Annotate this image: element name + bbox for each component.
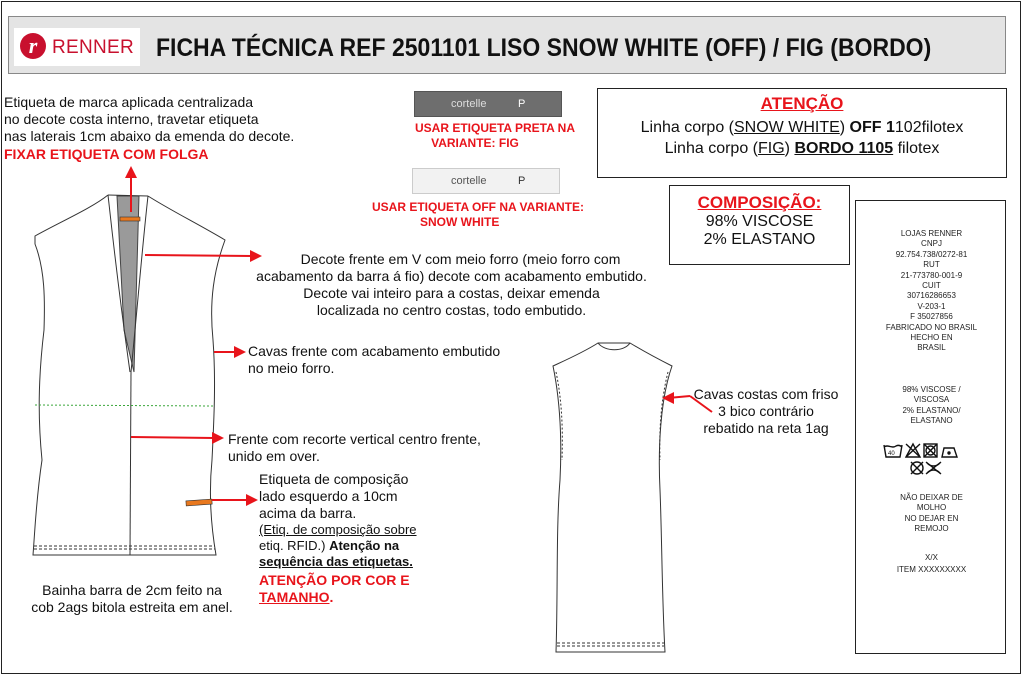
size-label-size: P: [518, 98, 526, 110]
off-label-instruction: USAR ETIQUETA OFF NA VARIANTE: SNOW WHITE: [372, 200, 584, 229]
care-label-item: ITEM XXXXXXXXX: [896, 565, 967, 574]
renner-logo-text: RENNER: [52, 37, 135, 58]
care-label-size: X/X: [925, 553, 938, 562]
attention-title: ATENÇÃO: [760, 94, 844, 113]
front-seam-note: Frente com recorte vertical centro frente, unido em over.: [228, 431, 481, 464]
color-size-warning: ATENÇÃO POR COR E: [259, 572, 410, 588]
care-label-warning: NÃO DEIXAR DE MOLHO NO DEJAR EN REMOJO: [900, 493, 963, 534]
attention-line-1: Linha corpo (SNOW WHITE) OFF 1102filotex: [640, 119, 964, 136]
composition-box: [669, 185, 850, 265]
attention-line-2: Linha corpo (FIG) BORDO 1105 filotex: [664, 140, 940, 157]
no-dry-clean-icon: [911, 462, 923, 474]
neckline-note: Decote frente em V com meio forro (meio forro com acabamento da barra á fio) decote com acabamento embutido. Decote vai inteiro para a costas, deixar emenda localizada no centro costas, todo embutido.: [256, 251, 647, 318]
no-wring-icon: [926, 462, 941, 474]
off-size-label: [412, 168, 560, 194]
armhole-front-note: Cavas frente com acabamento embutido no meio forro.: [248, 343, 501, 376]
composition-line: 2% ELASTANO: [703, 231, 816, 248]
care-label-info: LOJAS RENNER CNPJ 92.754.738/0272-81 RUT 21-773780-001-9 CUIT 30716286653 V-203-1 F 35027856 FABRICADO NO BRASIL HECHO EN BRASIL: [885, 229, 978, 353]
hem-note: Bainha barra de 2cm feito na cob 2ags bitola estreita em anel.: [31, 582, 233, 615]
brand-label-note: [4, 94, 294, 163]
composition-label-marker: [186, 499, 212, 506]
page-title: FICHA TÉCNICA REF 2501101 LISO SNOW WHITE (OFF) / FIG (BORDO): [156, 34, 932, 62]
note-line: Etiqueta de marca aplicada centralizada: [4, 94, 254, 110]
size-label-brand: cortelle: [451, 175, 487, 187]
care-label: [855, 200, 1006, 654]
iron-icon: [942, 448, 957, 457]
care-symbols: [856, 441, 1007, 481]
renner-logo-icon: r: [20, 33, 46, 59]
attention-box: [597, 88, 1007, 178]
tumble-dry-icon: [924, 444, 937, 457]
care-label-composition: 98% VISCOSE / VISCOSA 2% ELASTANO/ ELASTANO: [902, 385, 961, 426]
black-size-label: [414, 91, 562, 117]
no-bleach-icon: [906, 444, 920, 457]
brand-label-marker: [120, 217, 140, 221]
size-label-brand: cortelle: [451, 98, 487, 110]
waist-guide-line: [35, 405, 214, 406]
black-label-instruction: USAR ETIQUETA PRETA NA VARIANTE: FIG: [414, 121, 575, 150]
wash-40-icon: [884, 445, 902, 457]
composition-line: 98% VISCOSE: [705, 213, 814, 230]
note-line: nas laterais 1cm abaixo da emenda do decote.: [4, 128, 295, 144]
lining-panel: [117, 196, 139, 372]
size-label-size: P: [518, 175, 526, 187]
armhole-back-note: Cavas costas com friso 3 bico contrário rebatido na reta 1ag: [693, 386, 839, 436]
composition-label-note: Etiqueta de composição lado esquerdo a 10cm acima da barra. (Etiq. de composição sobre etiq. RFID.) Atenção na sequência das etiquetas. ATENÇÃO POR COR E TAMANHO.: [259, 471, 417, 605]
note-line: no decote costa interno, travetar etiqueta: [4, 111, 259, 127]
svg-text:40: 40: [888, 451, 895, 457]
back-vest-sketch: [553, 343, 672, 652]
brand-label-warning: FIXAR ETIQUETA COM FOLGA: [4, 146, 209, 162]
composition-title: COMPOSIÇÃO:: [697, 193, 822, 212]
